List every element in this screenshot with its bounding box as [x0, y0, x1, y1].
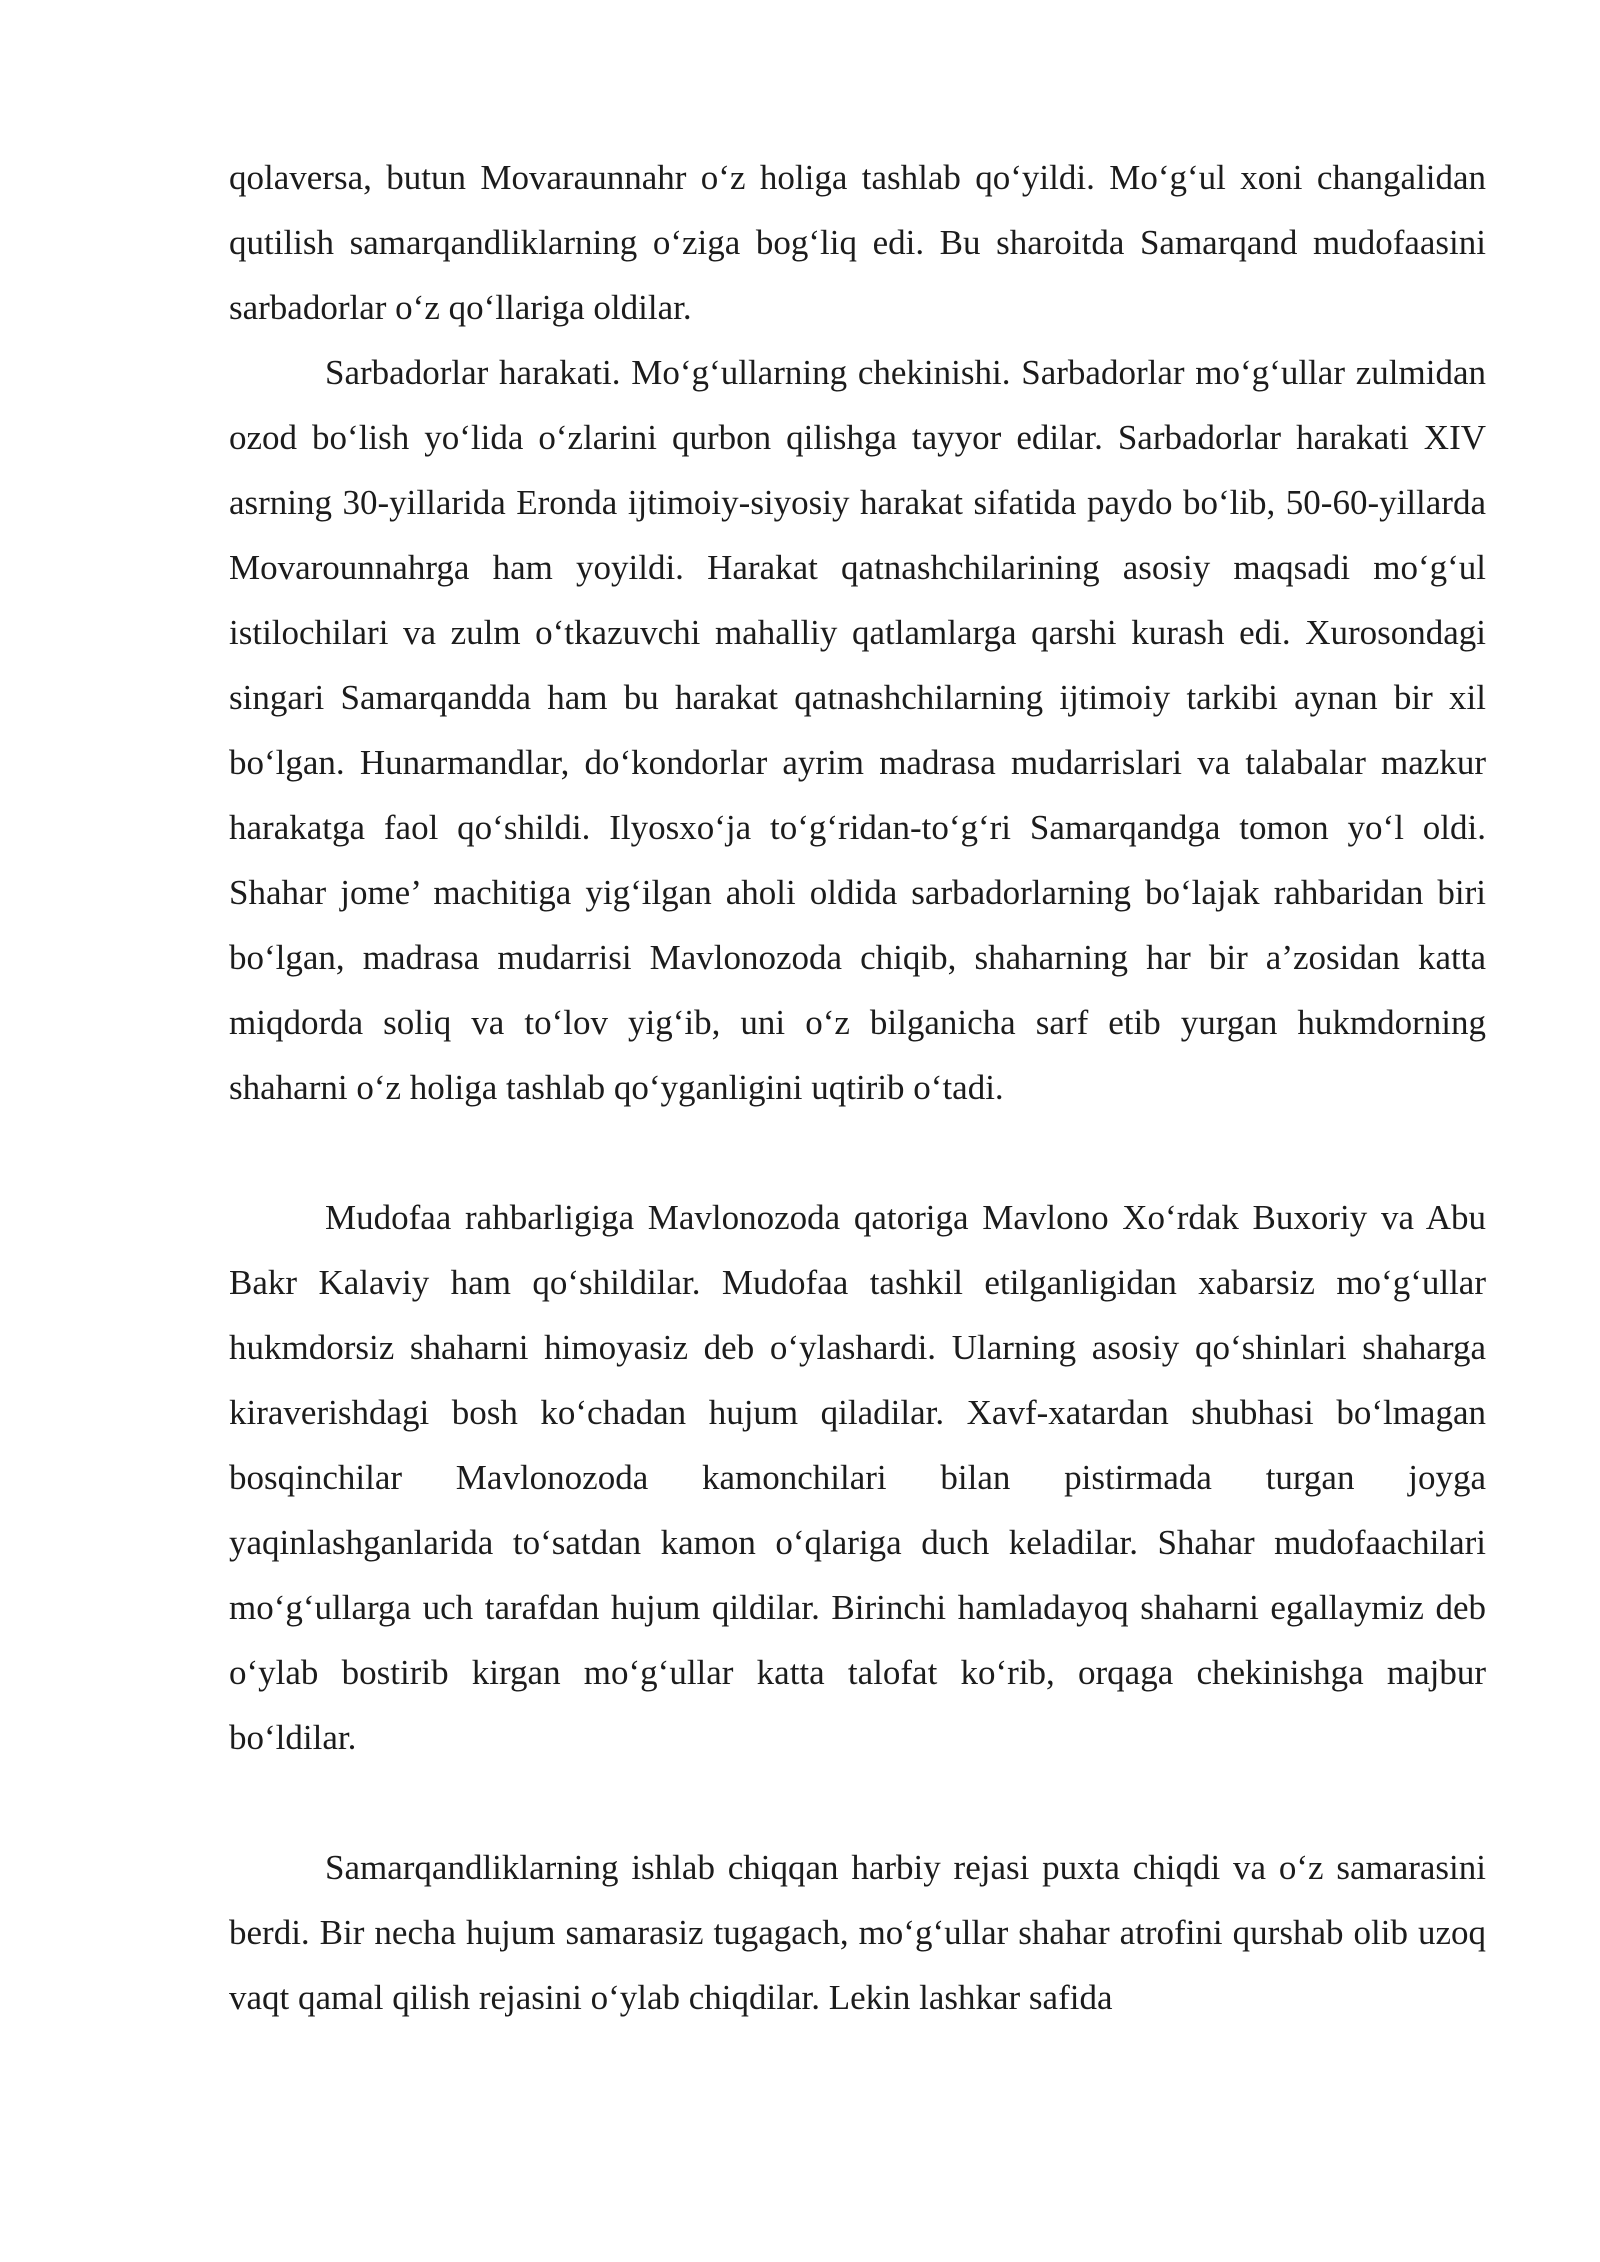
- paragraph-continuation: qolaversa, butun Movaraunnahr o‘z holiga tashlab qo‘yildi. Mo‘g‘ul xoni changalidan qutilish samarqandliklarning o‘ziga bog‘liq edi. Bu sharoitda Samarqand mudofaasini sarbadorlar o‘z qo‘llariga oldilar.: [229, 158, 1486, 327]
- paragraph-mudofaa-rahbarligi: Mudofaa rahbarligiga Mavlonozoda qatoriga Mavlono Xo‘rdak Buxoriy va Abu Bakr Kalaviy ham qo‘shildilar. Mudofaa tashkil etilganligidan xabarsiz mo‘g‘ullar hukmdorsiz shaharni himoyasiz deb o‘ylashardi. Ularning asosiy qo‘shinlari shaharga kiraverishdagi bosh ko‘chadan hujum qiladilar. Xavf-xatardan shubhasi bo‘lmagan bosqinchilar Mavlonozoda kamonchilari bilan pistirmada turgan joyga yaqinlashganlarida to‘satdan kamon o‘qlariga duch keladilar. Shahar mudofaachilari mo‘g‘ullarga uch tarafdan hujum qildilar. Birinchi hamladayoq shaharni egallaymiz deb o‘ylab bostirib kirgan mo‘g‘ullar katta talofat ko‘rib, orqaga chekinishga majbur bo‘ldilar.: [229, 1198, 1486, 1757]
- paragraph-harbiy-reja: Samarqandliklarning ishlab chiqqan harbiy rejasi puxta chiqdi va o‘z samarasini berdi. Bir necha hujum samarasiz tugagach, mo‘g‘ullar shahar atrofini qurshab olib uzoq vaqt qamal qilish rejasini o‘ylab chiqdilar. Lekin lashkar safida: [229, 1848, 1486, 2017]
- document-body: [229, 145, 1486, 2030]
- paragraph-sarbadorlar-harakati: Sarbadorlar harakati. Mo‘g‘ullarning chekinishi. Sarbadorlar mo‘g‘ullar zulmidan ozod bo‘lish yo‘lida o‘zlarini qurbon qilishga tayyor edilar. Sarbadorlar harakati XIV asrning 30-yillarida Eronda ijtimoiy-siyosiy harakat sifatida paydo bo‘lib, 50-60-yillarda Movarounnahrga ham yoyildi. Harakat qatnashchilarining asosiy maqsadi mo‘g‘ul istilochilari va zulm o‘tkazuvchi mahalliy qatlamlarga qarshi kurash edi. Xurosondagi singari Samarqandda ham bu harakat qatnashchilarning ijtimoiy tarkibi aynan bir xil bo‘lgan. Hunarmandlar, do‘kondorlar ayrim madrasa mudarrislari va talabalar mazkur harakatga faol qo‘shildi. Ilyosxo‘ja to‘g‘ridan-to‘g‘ri Samarqandga tomon yo‘l oldi. Shahar jome’ machitiga yig‘ilgan aholi oldida sarbadorlarning bo‘lajak rahbaridan biri bo‘lgan, madrasa mudarrisi Mavlonozoda chiqib, shaharning har bir a’zosidan katta miqdorda soliq va to‘lov yig‘ib, uni o‘z bilganicha sarf etib yurgan hukmdorning shaharni o‘z holiga tashlab qo‘yganligini uqtirib o‘tadi.: [229, 353, 1486, 1107]
